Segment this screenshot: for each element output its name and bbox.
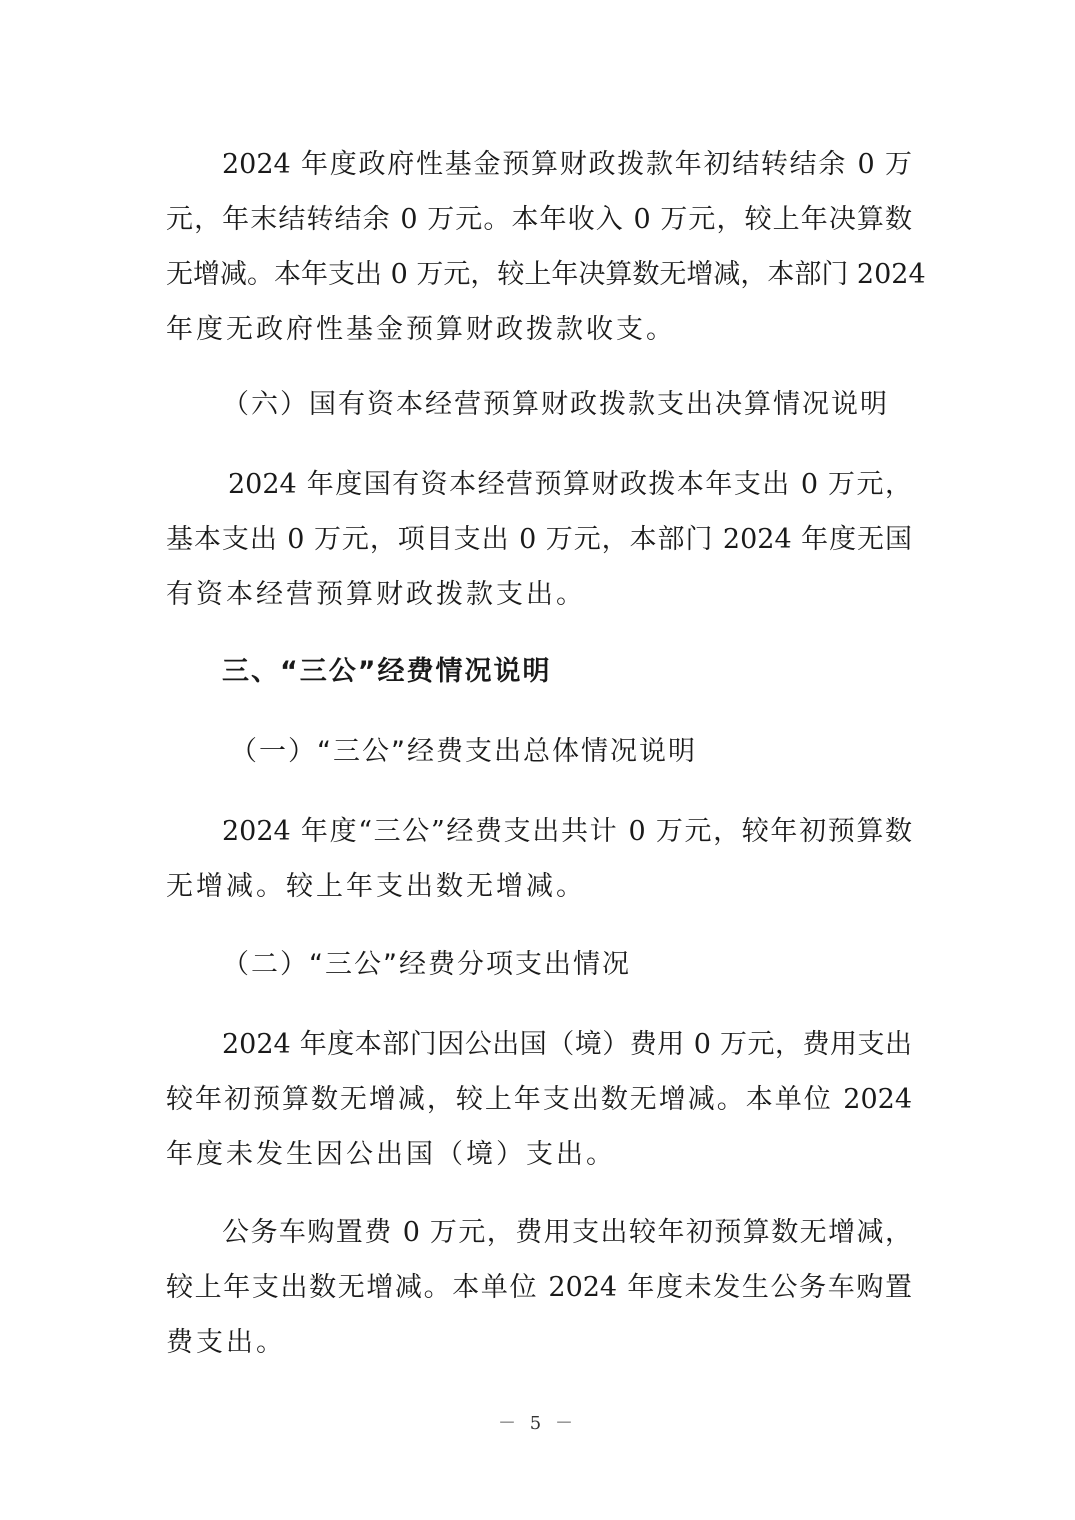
page-number: － 5 －: [498, 1413, 577, 1434]
paragraph-line: 年度无政府性基金预算财政拨款收支。: [166, 314, 676, 345]
paragraph-line: 费支出。: [166, 1327, 286, 1358]
paragraph-line: 2024 年度政府性基金预算财政拨款年初结转结余 0 万: [222, 149, 912, 180]
paragraph-line: 2024 年度本部门因公出国（境）费用 0 万元，费用支出: [222, 1029, 912, 1060]
paragraph-line: 2024 年度国有资本经营预算财政拨本年支出 0 万元，: [228, 469, 912, 500]
paragraph-line: 较年初预算数无增减，较上年支出数无增减。本单位 2024: [166, 1084, 912, 1115]
section-heading: （二）“三公”经费分项支出情况: [222, 949, 631, 980]
paragraph-line: 公务车购置费 0 万元，费用支出较年初预算数无增减，: [222, 1217, 912, 1248]
paragraph-line: 有资本经营预算财政拨款支出。: [166, 579, 586, 610]
section-heading: （六）国有资本经营预算财政拨款支出决算情况说明: [222, 389, 889, 420]
section-heading: （一）“三公”经费支出总体情况说明: [230, 736, 697, 767]
paragraph-line: 较上年支出数无增减。本单位 2024 年度未发生公务车购置: [166, 1272, 912, 1303]
paragraph-line: 无增减。本年支出 0 万元，较上年决算数无增减，本部门 2024: [166, 259, 926, 290]
chapter-heading: 三、“三公”经费情况说明: [222, 656, 552, 687]
paragraph-line: 基本支出 0 万元，项目支出 0 万元，本部门 2024 年度无国: [166, 524, 912, 555]
paragraph-line: 2024 年度“三公”经费支出共计 0 万元，较年初预算数: [222, 816, 912, 847]
paragraph-line: 元，年末结转结余 0 万元。本年收入 0 万元，较上年决算数: [166, 204, 912, 235]
paragraph-line: 无增减。较上年支出数无增减。: [166, 871, 586, 902]
paragraph-line: 年度未发生因公出国（境）支出。: [166, 1139, 616, 1170]
